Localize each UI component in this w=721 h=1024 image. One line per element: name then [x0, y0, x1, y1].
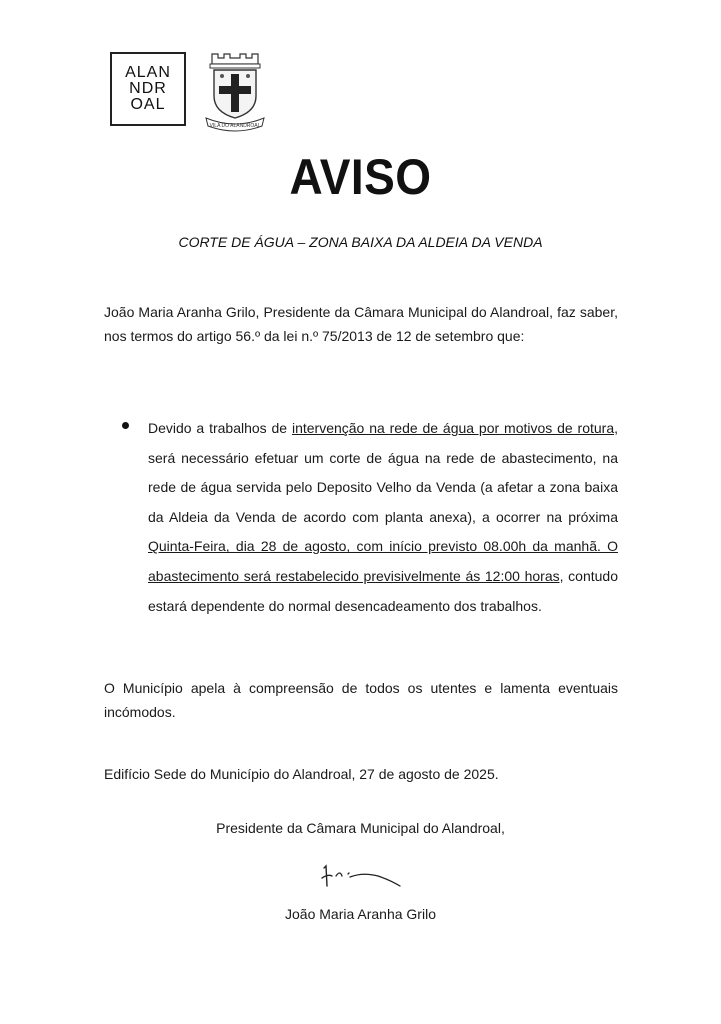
coat-of-arms-icon [200, 48, 270, 132]
handwritten-signature [318, 860, 408, 890]
bullet-point-icon [122, 422, 129, 429]
bullet-text-part2: será necessário efetuar um corte de água na rede de abastecimento, na rede de água servida pelo Deposito Velho da Venda (a afetar a zona baixa da Aldeia da Venda de acordo com planta anexa), a ocorrer na próxima [148, 449, 618, 525]
intro-text: João Maria Aranha Grilo, Presidente da Câmara Municipal do Alandroal, faz saber, nos termos do artigo 56.º da lei n.º 75/2013 de 12 de setembro que: [104, 304, 618, 344]
signatory-name: João Maria Aranha Grilo [285, 906, 436, 922]
page-title: AVISO [289, 149, 432, 205]
appeal-paragraph [104, 676, 618, 724]
logo-line-2: NDR [129, 80, 167, 97]
bullet-text-part3: contudo estará dependente do normal desencadeamento dos trabalhos. [148, 567, 618, 614]
signatory-role: Presidente da Câmara Municipal do Alandroal, [216, 820, 505, 836]
notice-subtitle: CORTE DE ÁGUA – ZONA BAIXA DA ALDEIA DA VENDA [178, 234, 543, 250]
place-date [104, 762, 618, 786]
intro-paragraph [104, 300, 618, 348]
bullet-text [148, 414, 618, 621]
logo-line-1: ALAN [125, 64, 171, 81]
bullet-text-part1: Devido a trabalhos de [148, 420, 292, 436]
municipality-logo [110, 52, 186, 126]
appeal-text: O Município apela à compreensão de todos os utentes e lamenta eventuais incómodos. [104, 680, 618, 720]
logo-line-3: OAL [130, 96, 166, 113]
bullet-underlined-1: intervenção na rede de água por motivos de rotura, [291, 420, 619, 436]
place-date-text: Edifício Sede do Município do Alandroal, 27 de agosto de 2025. [104, 766, 499, 782]
crest-motto: VILA DO ALANDROAL [209, 123, 261, 129]
bullet-underlined-2: Quinta-Feira, dia 28 de agosto, com início previsto 08.00h da manhã. O abastecimento será restabelecido previsivelmente ás 12:00 horas, [148, 538, 618, 584]
